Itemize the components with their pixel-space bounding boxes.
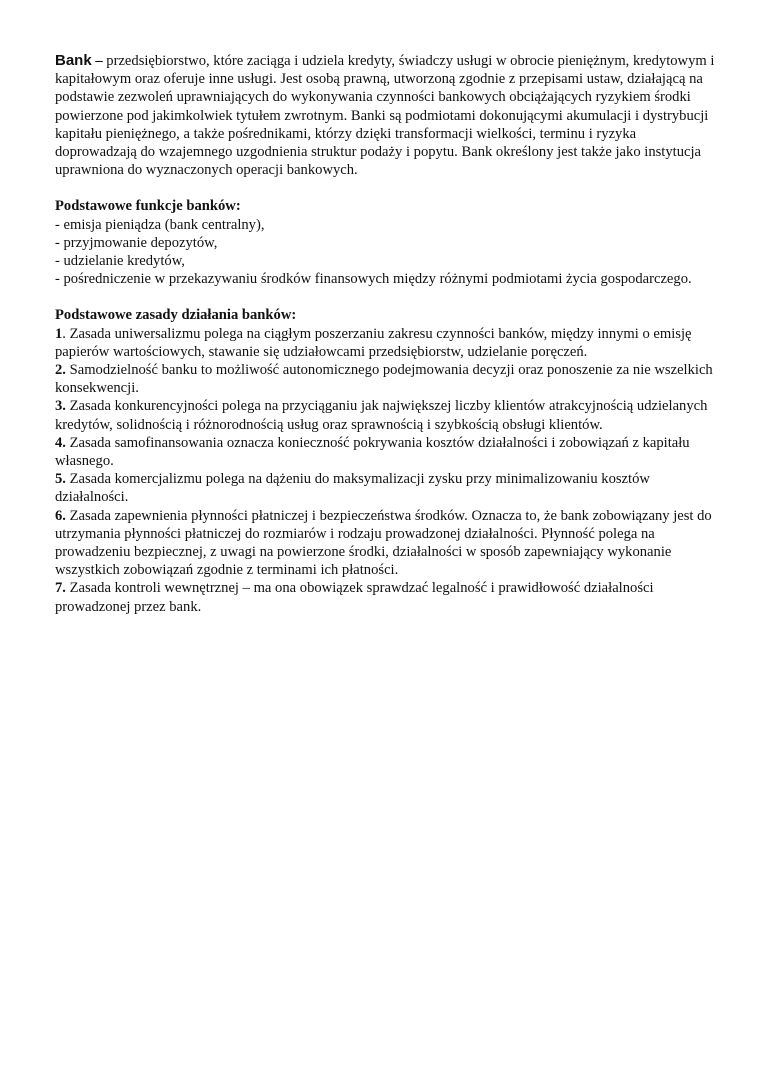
- principle-number: 4.: [55, 434, 66, 451]
- functions-list: [55, 216, 715, 289]
- principle-item: [55, 507, 715, 580]
- principle-text: Zasada samofinansowania oznacza konieczność pokrywania kosztów działalności i zobowiązań z kapitału własnego.: [55, 434, 690, 470]
- principle-text: Zasada komercjalizmu polega na dążeniu do maksymalizacji zysku przy minimalizowaniu kosztów działalności.: [55, 471, 650, 506]
- principle-text: Zasada kontroli wewnętrznej – ma ona obowiązek sprawdzać legalność i prawidłowość działalności prowadzonej przez bank.: [55, 580, 654, 615]
- principle-item: [55, 579, 715, 615]
- principles-heading: Podstawowe zasady działania banków:: [55, 307, 297, 324]
- principle-text: . Zasada uniwersalizmu polega na ciągłym poszerzaniu zakresu czynności banków, między innymi o emisję papierów wartościowych, stawanie się udziałowcami przedsiębiorstw, udzielanie poręczeń.: [55, 325, 692, 360]
- principle-item: [55, 325, 715, 361]
- principle-text: Zasada konkurencyjności polega na przyciąganiu jak największej liczby klientów atrakcyjnością udzielanych kredytów, solidnością i różnorodnością usług oraz sprawnością i szybkością obsługi klientów.: [55, 398, 708, 433]
- principle-number: 3.: [55, 398, 66, 415]
- principles-list: [55, 325, 715, 616]
- principle-item: [55, 470, 715, 506]
- term-bank: Bank: [55, 52, 92, 69]
- principle-number: 7.: [55, 580, 66, 597]
- principle-item: [55, 361, 715, 397]
- functions-heading: Podstawowe funkcje banków:: [55, 198, 241, 215]
- spacer: [55, 288, 715, 306]
- principle-number: 6.: [55, 507, 66, 524]
- principle-item: [55, 434, 715, 470]
- intro-paragraph: [55, 52, 715, 179]
- functions-list-item: - emisja pieniądza (bank centralny),: [55, 216, 265, 233]
- principle-text: Samodzielność banku to możliwość autonomicznego podejmowania decyzji oraz ponoszenie za nie wszelkich konsekwencji.: [55, 362, 713, 397]
- spacer: [55, 179, 715, 197]
- document-page: [55, 52, 715, 616]
- functions-list-item: - pośredniczenie w przekazywaniu środków finansowych między różnymi podmiotami życia gospodarczego.: [55, 271, 692, 288]
- principle-text: Zasada zapewnienia płynności płatniczej i bezpieczeństwa środków. Oznacza to, że bank zobowiązany jest do utrzymania płynności płatniczej do rozmiarów i rodzaju prowadzonej działalności. Płynność polega na prowadzeniu bezpiecznej, z uwagi na powierzone środki, działalności w sposób zapewniający wykonanie wszystkich zobowiązań zgodnie z terminami ich płatności.: [55, 507, 712, 579]
- term-dash: –: [91, 53, 103, 69]
- principle-number: 5.: [55, 471, 66, 488]
- principle-item: [55, 397, 715, 433]
- principle-number: 2.: [55, 362, 66, 379]
- intro-text: przedsiębiorstwo, które zaciąga i udziela kredyty, świadczy usługi w obrocie pieniężnym, kredytowym i kapitałowym oraz oferuje inne usługi. Jest osobą prawną, utworzoną zgodnie z przepisami ustaw, działającą na podstawie zezwoleń uprawniających do wykonywania czynności bankowych obciążających ryzykiem środki powierzone pod jakimkolwiek tytułem zwrotnym. Banki są podmiotami dokonującymi akumulacji i dystrybucji kapitału pieniężnego, a także pośrednikami, którzy dzięki transformacji wielkości, terminu i ryzyka doprowadzają do wzajemnego uzgodnienia struktur podaży i popytu. Bank określony jest także jako instytucja uprawniona do wyznaczonych operacji bankowych.: [55, 53, 715, 179]
- functions-list-item: - udzielanie kredytów,: [55, 253, 185, 270]
- principle-number: 1: [55, 325, 63, 342]
- functions-list-item: - przyjmowanie depozytów,: [55, 234, 218, 251]
